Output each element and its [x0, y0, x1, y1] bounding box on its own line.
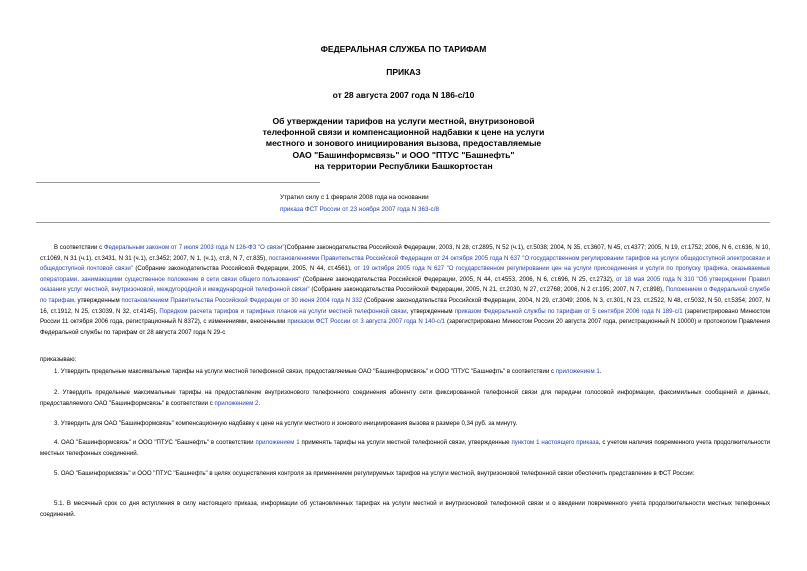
preamble-text: (Собрание законодательства Российской Федерации, 2004, N 29, ст.3049; 2006, N 3, ст.301, N 23, ст.2522, N 48, ст.5032, N 50, ст.5354; 2007, N 16, ст.1912, N 25, ст.3039, N 32, ст.4145),: [40, 296, 770, 315]
appendix-1-link[interactable]: приложением 1: [555, 368, 600, 375]
item-text: 4. ОАО "Башинформсвязь" и ООО "ПТУС "Башнефть" в соответствии: [54, 439, 256, 446]
item-text: .: [258, 399, 261, 407]
appendix-1-link[interactable]: приложением 1: [255, 439, 300, 446]
item-text: .: [599, 368, 602, 375]
section-divider: [36, 222, 770, 223]
document-title: [230, 116, 577, 172]
preamble-text: (зарегистрировано Минюстом России 11 октября 2006 года, регистрационный N 8372), с изменениями, внесенными: [40, 307, 770, 326]
preamble-text: , утвержденным: [406, 307, 455, 315]
item-text: 2. Утвердить предельные максимальные тарифы на предоставление внутризонового телефонного соединения абоненту сети фиксированной телефонной связи для передачи голосовой информации, факсимильных сообщений и данных, предоставляемого ОАО "Башинформсвязь" в соответствии с: [40, 389, 770, 407]
agency-name: ФЕДЕРАЛЬНАЯ СЛУЖБА ПО ТАРИФАМ: [320, 44, 487, 54]
preamble-text: В соответствии с: [54, 244, 104, 251]
item-text: 1. Утвердить предельные максимальные тарифы на услуги местной телефонной связи, предоставляемые ОАО "Башинформсвязь" и ООО "ПТУС "Башнефть" в соответствии с: [54, 368, 556, 375]
preamble-link-calculation-procedure[interactable]: Порядком расчета тарифов и тарифных планов на услуги местной телефонной связи: [159, 307, 407, 315]
item-1: [40, 367, 770, 378]
item-2: [40, 388, 770, 409]
title-line: местного и зонового инициирования вызова, предоставляемые: [265, 138, 542, 149]
preamble-link-resolution-332[interactable]: постановлением Правительства Российской Федерации от 30 июня 2004 года N 332: [121, 296, 363, 304]
document-date-number: от 28 августа 2007 года N 186-с/10: [332, 90, 475, 100]
status-note: [280, 192, 530, 216]
document-type: ПРИКАЗ: [386, 67, 421, 77]
item-text: применять тарифы на услуги местной телефонной связи, утвержденные: [299, 439, 512, 446]
preamble-text: (Собрание законодательства Российской Федерации, 2003, N 28, ст.2895, N 52 (ч.1), ст.5038; 2004, N 35, ст.3607, N 45, ст.4377; 2005, N 19, ст.1752; 2006, N 6, ст.636, N 10, ст.1069, N 31 (ч.1), ст.3431, N 31 (ч.1), ст.3452; 2007, N 1, (ч.1), ст.8, N 7, ст.835),: [40, 244, 771, 262]
preamble-text: (Собрание законодательства Российской Федерации, 2005, N 21, ст.2030, N 27, ст.2768; 2006, N 2 ст.195; 2007, N 7, ст.898),: [309, 286, 666, 294]
preamble-link-order-140[interactable]: приказом ФСТ России от 3 августа 2007 года N 140-с/1: [287, 318, 446, 326]
preamble-paragraph: [40, 243, 770, 338]
preamble-link-federal-law[interactable]: Федеральным законом от 7 июля 2003 года N 126-ФЗ "О связи": [103, 244, 285, 251]
preamble-text: (Собрание законодательства Российской Федерации, 2005, N 44, ст.4553, 2006, N 6, ст.696, N 25, ст.2732),: [300, 275, 617, 283]
order-point-1-link[interactable]: пунктом 1 настоящего приказа: [511, 439, 599, 446]
preamble-text: утвержденным: [75, 296, 122, 304]
status-note-text: Утратил силу с 1 февраля 2008 года на основании: [280, 194, 429, 201]
preamble-link-resolution-310[interactable]: от 18 мая 2005 года N 310 "Об утверждении Правил оказания услуг местной, внутризоновой, междугородной и международной телефонной связи": [40, 275, 770, 294]
item-3: 3. Утвердить для ОАО "Башинформсвязь" компенсационную надбавку к цене на услуги местного и зонового инициирования вызова в размере 0,34 руб. за минуту.: [54, 420, 518, 427]
preamble-text: (зарегистрировано Минюстом России 20 августа 2007 года, регистрационный N 10000) и протоколом Правления Федеральной службы по тарифам от 28 августа 2007 года N 29-с: [40, 318, 770, 336]
preamble-link-resolution-627[interactable]: от 19 октября 2005 года N 627 "О государственном регулировании цен на услуги присоединения и услуги по пропуску трафика, оказываемые операторами, занимающими существенное положение в сети связи общего пользования": [40, 265, 770, 283]
title-line: Об утверждении тарифов на услуги местной, внутризоновой: [272, 116, 535, 126]
preamble-text: (Собрание законодательства Российской Федерации, 2005, N 44, ст.4561),: [132, 265, 355, 273]
item-5-1: 5.1. В месячный срок со дня вступления в силу настоящего приказа, информации об установленных тарифах на услуги местной и внутризоновой телефонной связи и о введении повременного учета продолжительности местных телефонных соединений.: [40, 500, 770, 518]
appendix-2-link[interactable]: приложением 2: [214, 399, 259, 407]
preamble-link-regulation[interactable]: Положением о Федеральной службе по тарифам,: [40, 286, 770, 304]
title-line: ОАО "Башинформсвязь" и ООО "ПТУС "Башнефть": [292, 149, 515, 160]
decree-word: приказываю:: [40, 356, 77, 363]
status-note-link[interactable]: приказа ФСТ России от 23 ноября 2007 года N 363-с/8: [280, 206, 439, 213]
title-line: телефонной связи и компенсационной надбавки к цене на услуги: [262, 127, 545, 138]
preamble-link-resolution-637[interactable]: постановлениями Правительства Российской Федерации от 24 октября 2005 года N 637 "О государственном регулировании тарифов на услуги общедоступной электросвязи и общедоступной почтовой связи": [40, 254, 770, 273]
preamble-link-order-189[interactable]: приказом Федеральной службы по тарифам от 5 сентября 2006 года N 189-с/1: [454, 307, 683, 315]
title-divider: [36, 182, 320, 183]
item-text: , с учетом наличия повременного учета продолжительности местных телефонных соединений.: [40, 439, 771, 457]
item-4: [40, 438, 770, 459]
item-5: 5. ОАО "Башинформсвязь" и ООО "ПТУС "Башнефть" в целях осуществления контроля за применением регулируемых тарифов на услуги местной, внутризоновой телефонной связи обеспечить представление в ФСТ России:: [54, 470, 695, 477]
title-line: на территории Республики Башкортостан: [314, 160, 493, 171]
